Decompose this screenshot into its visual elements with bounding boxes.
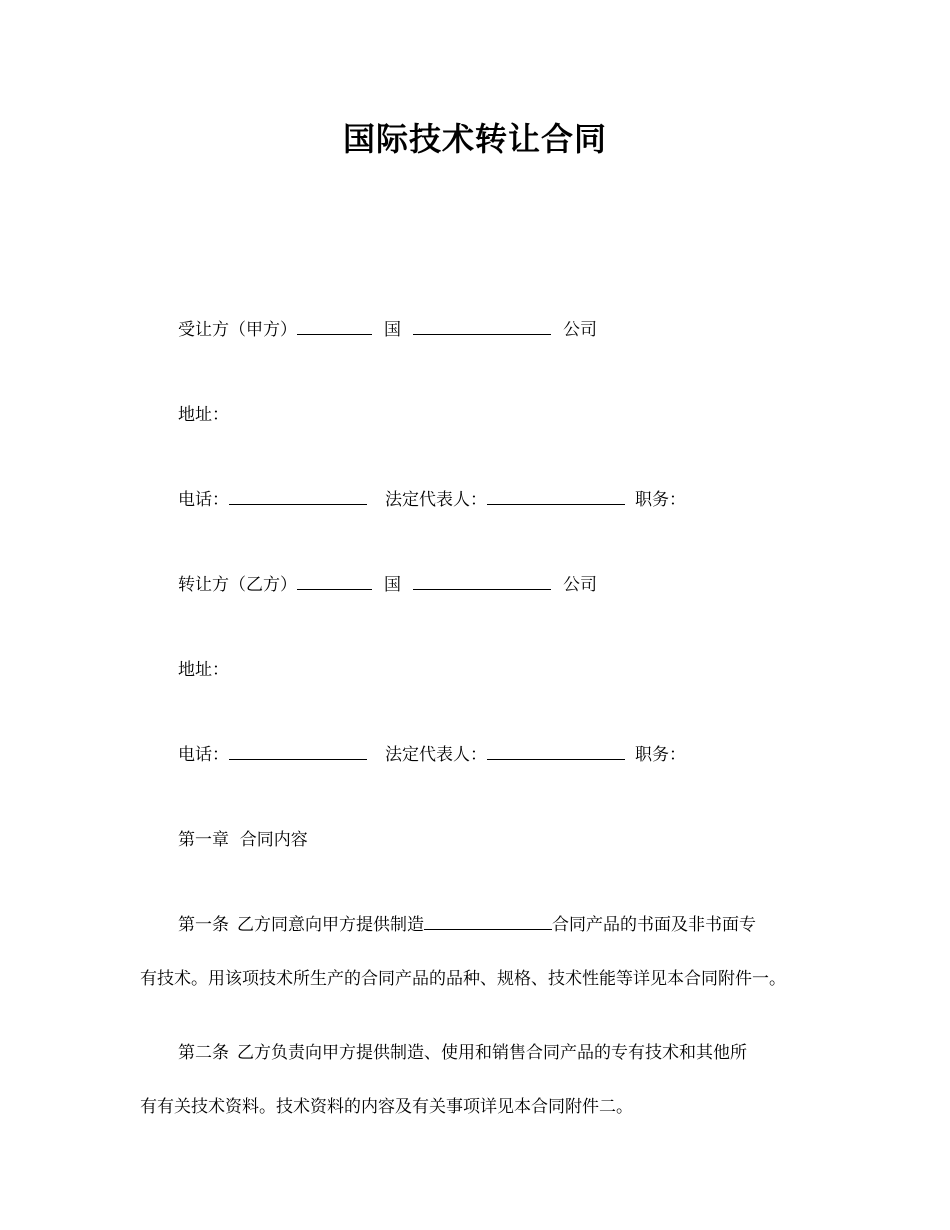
article-2-label: 第二条: [178, 1043, 229, 1063]
party-a-phone-blank: [229, 488, 367, 505]
article-1-text-before-blank: 乙方同意向甲方提供制造: [237, 915, 424, 935]
article-1-label: 第一条: [178, 915, 229, 935]
article-1-product-blank: [424, 913, 552, 930]
party-a-line: [178, 318, 597, 342]
party-a-rep-label: 法定代表人：: [385, 490, 487, 510]
party-a-address-label: 地址：: [178, 405, 229, 425]
party-a-country-suffix: 国: [384, 320, 401, 340]
article-1: [140, 913, 820, 991]
party-a-country-blank: [297, 318, 372, 335]
article-1-text-line-2: 有技术。用该项技术所生产的合同产品的品种、规格、技术性能等详见本合同附件一。: [140, 969, 786, 989]
party-b-rep-label: 法定代表人：: [385, 745, 487, 765]
chapter-1-heading: 第一章 合同内容: [178, 830, 308, 850]
party-b-label: 转让方（乙方）: [178, 575, 297, 595]
article-2-text-line-1: 乙方负责向甲方提供制造、使用和销售合同产品的专有技术和其他所: [237, 1043, 747, 1063]
party-b-country-blank: [297, 573, 372, 590]
party-b-company-blank: [413, 573, 551, 590]
party-b-line: [178, 573, 597, 597]
party-b-company-suffix: 公司: [563, 575, 597, 595]
party-b-rep-blank: [487, 743, 625, 760]
party-b-phone-blank: [229, 743, 367, 760]
party-a-title-label: 职务：: [635, 490, 686, 510]
article-1-line-1: [140, 913, 820, 937]
party-a-phone-label: 电话：: [178, 490, 229, 510]
party-a-company-suffix: 公司: [563, 320, 597, 340]
chapter-heading: [178, 828, 308, 852]
party-b-address-label: 地址：: [178, 660, 229, 680]
party-b-phone-line: [178, 743, 686, 767]
article-1-line-2: [140, 967, 820, 991]
party-b-phone-label: 电话：: [178, 745, 229, 765]
page-title: 国际技术转让合同: [342, 120, 607, 158]
party-a-label: 受让方（甲方）: [178, 320, 297, 340]
party-a-address-line: [178, 403, 229, 427]
party-b-title-label: 职务：: [635, 745, 686, 765]
article-2-line-1: [140, 1041, 820, 1065]
article-2-line-2: [140, 1095, 820, 1119]
article-2: [140, 1041, 820, 1119]
party-a-company-blank: [413, 318, 551, 335]
article-1-text-after-blank: 合同产品的书面及非书面专: [552, 915, 756, 935]
article-2-text-line-2: 有有关技术资料。技术资料的内容及有关事项详见本合同附件二。: [140, 1097, 633, 1117]
party-b-address-line: [178, 658, 229, 682]
party-a-phone-line: [178, 488, 686, 512]
party-b-country-suffix: 国: [384, 575, 401, 595]
party-a-rep-blank: [487, 488, 625, 505]
